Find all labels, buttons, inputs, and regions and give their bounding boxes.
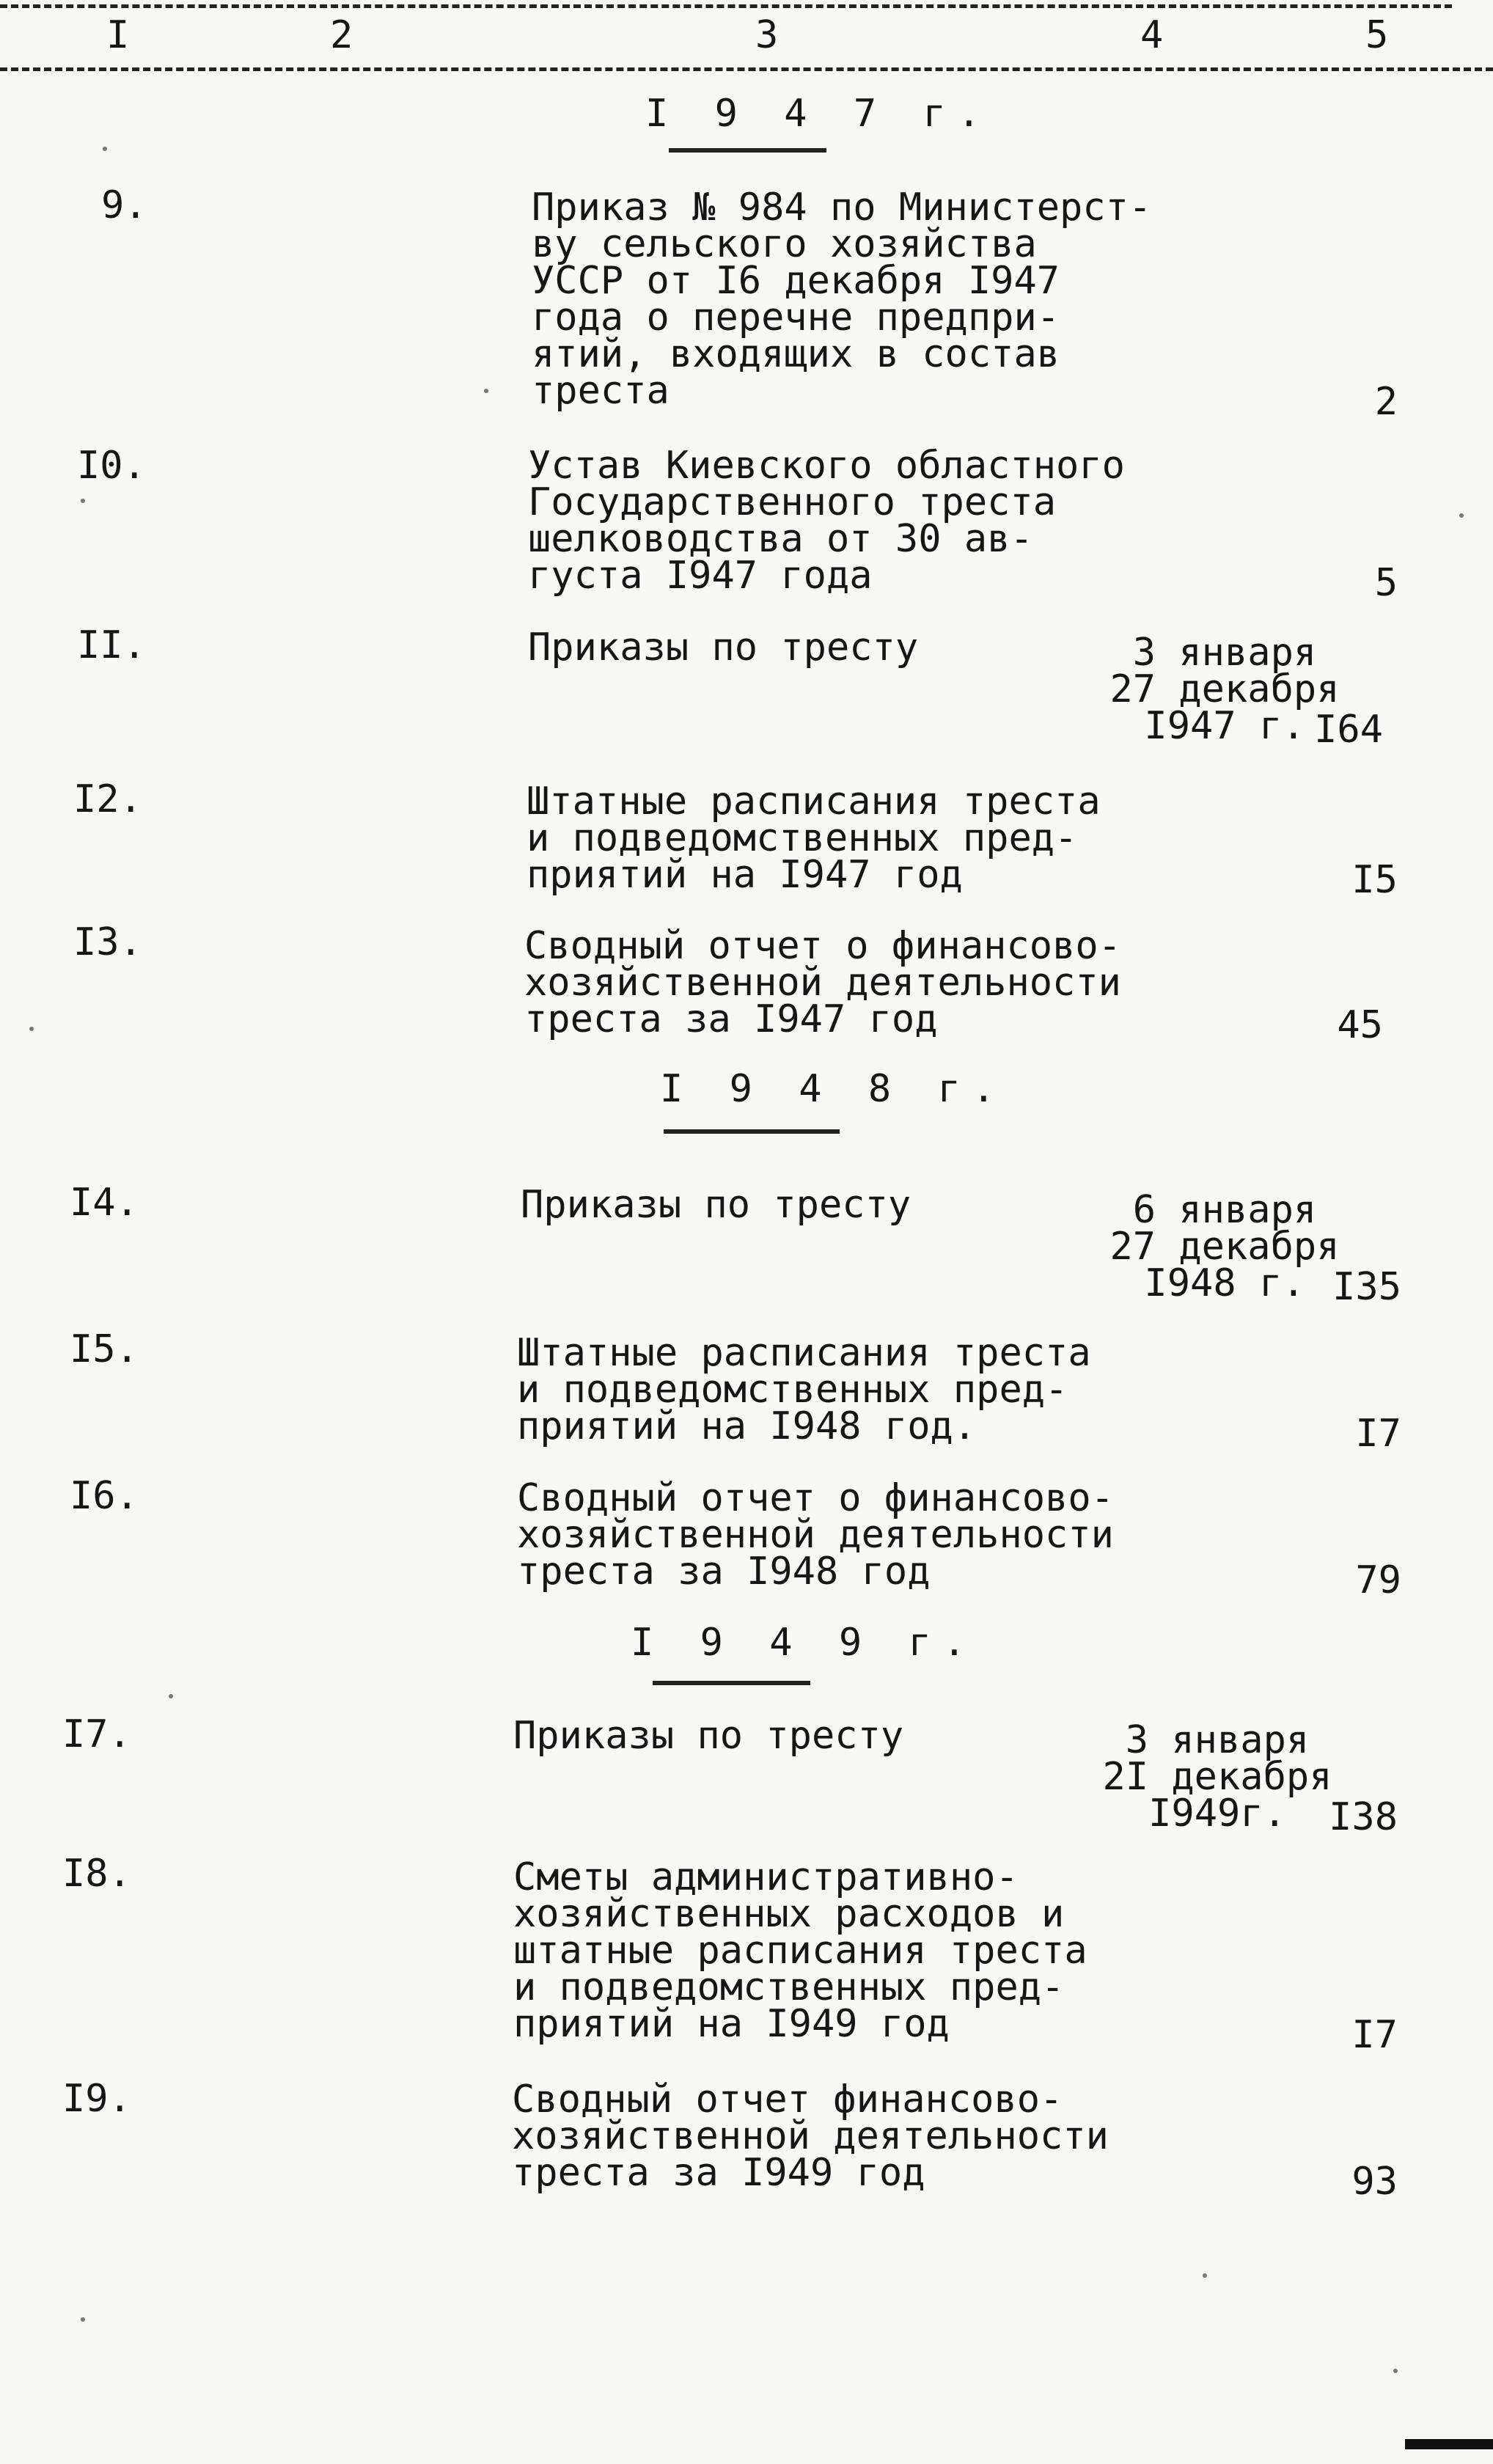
item-sheets: 45 — [1337, 1003, 1383, 1047]
item-sheets: 2 — [1374, 380, 1398, 424]
header-col-1: I — [106, 13, 130, 57]
item-number: I7. — [62, 1712, 131, 1756]
item-number: I9. — [62, 2077, 131, 2121]
item-description: Приказы по тресту — [521, 1183, 911, 1227]
scan-speck — [169, 1694, 173, 1698]
item-number: I3. — [73, 920, 142, 964]
scan-speck — [1393, 2369, 1398, 2373]
item-sheets: I5 — [1351, 858, 1398, 902]
header-col-3: 3 — [755, 13, 779, 57]
item-description: Сводный отчет о финансово- хозяйственной деятельности треста за I947 год — [524, 924, 1121, 1041]
item-number: I4. — [70, 1181, 139, 1225]
header-rule — [0, 67, 1493, 71]
item-number: 9. — [101, 183, 147, 227]
year-underline-1949 — [653, 1681, 810, 1685]
item-date-range: 6 января 27 декабря I948 г. — [1109, 1188, 1340, 1305]
item-description: Сметы административно- хозяйственных расходов и штатные расписания треста и подведомственных пред- приятий на I949 год — [513, 1855, 1087, 2046]
scan-speck — [484, 389, 488, 393]
item-number: I6. — [70, 1474, 139, 1518]
item-sheets: 5 — [1374, 561, 1398, 605]
item-number: II. — [77, 623, 146, 667]
year-underline-1947 — [669, 148, 826, 153]
item-description: Устав Киевского областного Государственного треста шелководства от 30 ав- густа I947 года — [528, 444, 1125, 598]
item-description: Сводный отчет о финансово- хозяйственной деятельности треста за I948 год — [517, 1476, 1114, 1594]
scan-speck — [1203, 2273, 1207, 2278]
scan-speck — [1459, 513, 1464, 518]
item-date-range: 3 января 2I декабря I949г. — [1102, 1718, 1332, 1836]
header-col-2: 2 — [330, 13, 353, 57]
year-heading-1948: I 9 4 8 г. — [660, 1067, 1008, 1111]
item-number: I2. — [73, 777, 142, 821]
item-date-range: 3 января 27 декабря I947 г. — [1109, 631, 1340, 748]
item-description: Штатные расписания треста и подведомственных пред- приятий на I948 год. — [517, 1331, 1091, 1448]
item-sheets: 93 — [1351, 2160, 1398, 2204]
year-underline-1948 — [664, 1129, 840, 1134]
scan-speck — [81, 2317, 85, 2322]
item-description: Приказы по тресту — [528, 626, 919, 670]
year-heading-1949: I 9 4 9 г. — [631, 1621, 978, 1665]
item-sheets: 79 — [1355, 1558, 1401, 1602]
item-description: Приказы по тресту — [513, 1714, 904, 1758]
item-description: Сводный отчет финансово- хозяйственной деятельности треста за I949 год — [512, 2078, 1109, 2195]
year-heading-1947: I 9 4 7 г. — [645, 92, 993, 136]
item-number: I0. — [77, 444, 146, 488]
item-description: Приказ № 984 по Министерст- ву сельского хозяйства УССР от I6 декабря I947 года о перечне предпри- ятий, входящих в состав треста — [532, 186, 1152, 413]
item-sheets: I64 — [1314, 708, 1383, 752]
scan-speck — [29, 1027, 34, 1031]
item-sheets: I35 — [1332, 1265, 1401, 1309]
top-rule — [0, 4, 1452, 8]
scan-edge-mark — [1405, 2439, 1493, 2449]
scan-speck — [81, 499, 85, 503]
item-number: I5. — [70, 1327, 139, 1371]
item-number: I8. — [62, 1852, 131, 1896]
item-description: Штатные расписания треста и подведомственных пред- приятий на I947 год — [527, 780, 1101, 897]
header-col-5: 5 — [1365, 13, 1389, 57]
header-col-4: 4 — [1140, 13, 1164, 57]
item-sheets: I38 — [1329, 1795, 1398, 1839]
item-sheets: I7 — [1355, 1412, 1401, 1456]
scan-speck — [103, 147, 107, 151]
item-sheets: I7 — [1351, 2013, 1398, 2057]
